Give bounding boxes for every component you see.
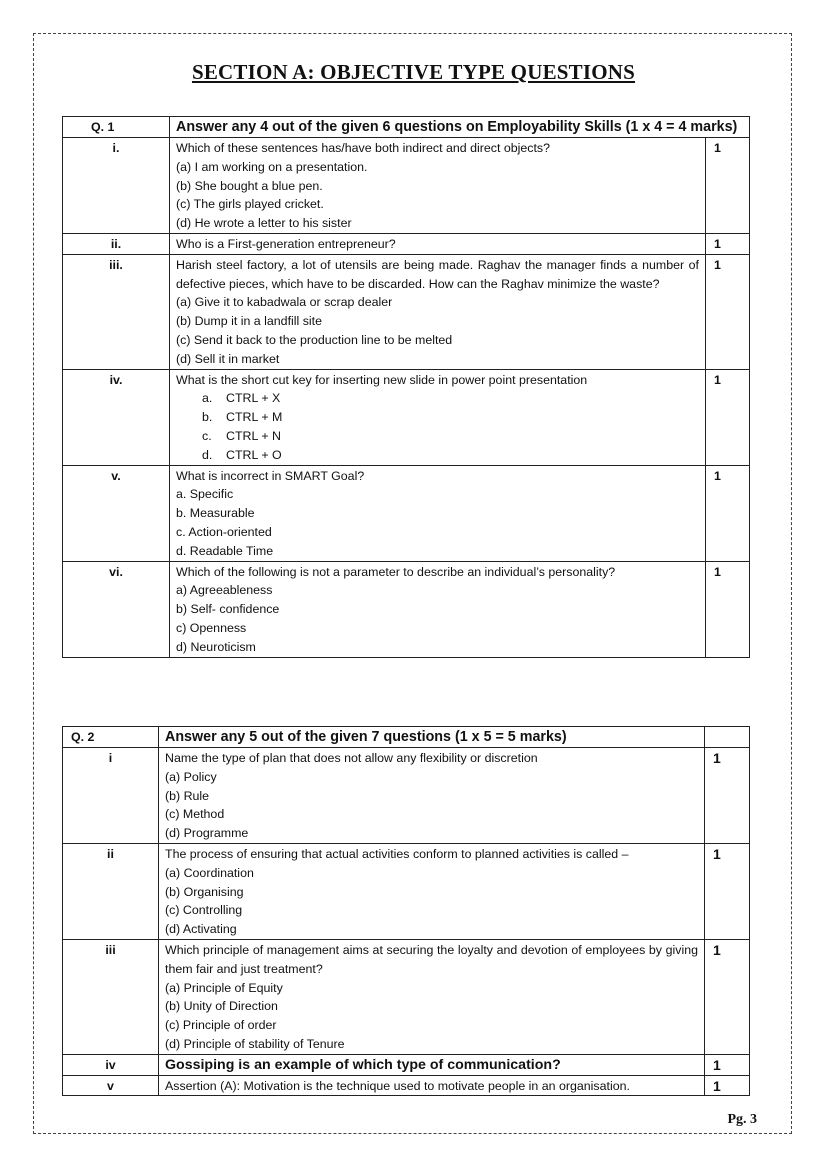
q1-header-row [63, 117, 750, 138]
option: (c) Send it back to the production line to be melted [176, 332, 453, 347]
marks: 1 [705, 748, 750, 844]
marks: 1 [706, 254, 750, 369]
option-letter: a. [202, 391, 213, 406]
option-text: CTRL + X [226, 391, 281, 406]
question-number: iii [63, 939, 159, 1054]
table-row [63, 233, 750, 254]
marks: 1 [706, 369, 750, 465]
option: d) Neuroticism [176, 639, 256, 654]
option: (d) Activating [165, 922, 237, 937]
table-row [63, 748, 750, 844]
option: (a) Policy [165, 769, 217, 784]
option: (b) Organising [165, 884, 244, 899]
option-text: CTRL + N [226, 428, 281, 443]
table-row [63, 843, 750, 939]
table-row [63, 138, 750, 234]
option [176, 408, 699, 427]
question-number: ii [63, 843, 159, 939]
question-cell [170, 138, 706, 234]
option: (a) Coordination [165, 865, 254, 880]
table-row [63, 254, 750, 369]
marks: 1 [705, 939, 750, 1054]
question-text: What is the short cut key for inserting new slide in power point presentation [176, 372, 588, 387]
q2-heading: Answer any 5 out of the given 7 questions (1 x 5 = 5 marks) [159, 727, 705, 748]
option [176, 427, 699, 446]
question-number: v [63, 1075, 159, 1096]
question-number: iv [63, 1054, 159, 1075]
q2-label: Q. 2 [63, 727, 159, 748]
question-text: Which of the following is not a parameter to describe an individual’s personality? [176, 564, 616, 579]
page-number: Pg. 3 [727, 1112, 757, 1127]
marks: 1 [706, 561, 750, 657]
question-text: The process of ensuring that actual activities conform to planned activities is called – [165, 846, 629, 861]
question-number: ii. [63, 233, 170, 254]
question-cell [170, 233, 706, 254]
option: (c) Controlling [165, 903, 243, 918]
question-cell [170, 465, 706, 561]
option: (b) Rule [165, 788, 210, 803]
question-text: Harish steel factory, a lot of utensils are being made. Raghav the manager finds a number of defective pieces, which have to be discarded. How can the Raghav minimize the waste? [176, 257, 699, 291]
question-text: Name the type of plan that does not allow any flexibility or discretion [165, 751, 538, 765]
option: (c) The girls played cricket. [176, 197, 324, 212]
option: (d) Principle of stability of Tenure [165, 1036, 345, 1051]
table-row [63, 465, 750, 561]
question-number: iii. [63, 254, 170, 369]
question-cell [170, 561, 706, 657]
marks: 1 [705, 1054, 750, 1075]
marks: 1 [706, 233, 750, 254]
option: (d) He wrote a letter to his sister [176, 216, 352, 231]
question-text: Which principle of management aims at securing the loyalty and devotion of employees by giving them fair and just treatment? [165, 942, 698, 976]
option: (a) Principle of Equity [165, 980, 283, 995]
question-text: What is incorrect in SMART Goal? [176, 468, 365, 483]
question-number: iv. [63, 369, 170, 465]
question-cell [159, 748, 705, 844]
option: (c) Method [165, 807, 225, 822]
option: d. Readable Time [176, 543, 274, 558]
marks: 1 [705, 1075, 750, 1096]
option [176, 389, 699, 408]
question-text: Which of these sentences has/have both indirect and direct objects? [176, 141, 551, 155]
table-row [63, 1075, 750, 1096]
question-number: v. [63, 465, 170, 561]
table-row [63, 939, 750, 1054]
option-letter: b. [202, 410, 213, 425]
question-text: Assertion (A): Motivation is the technique used to motivate people in an organisation. [159, 1075, 705, 1096]
option: c. Action-oriented [176, 524, 272, 539]
option: b. Measurable [176, 506, 255, 521]
table-row [63, 369, 750, 465]
question-cell [170, 254, 706, 369]
option: (b) Unity of Direction [165, 999, 278, 1014]
option-letter: c. [202, 428, 212, 443]
q1-table [62, 116, 750, 658]
option-text: CTRL + M [226, 410, 283, 425]
option: a. Specific [176, 487, 234, 502]
option: b) Self- confidence [176, 602, 280, 617]
option-text: CTRL + O [226, 447, 282, 462]
q2-table [62, 726, 750, 1096]
option: (c) Principle of order [165, 1018, 277, 1033]
question-number: i. [63, 138, 170, 234]
marks: 1 [705, 843, 750, 939]
question-cell [159, 843, 705, 939]
option: (a) Give it to kabadwala or scrap dealer [176, 295, 393, 310]
option: (a) I am working on a presentation. [176, 159, 368, 174]
q2-header-row [63, 727, 750, 748]
option-letter: d. [202, 447, 213, 462]
question-number: i [63, 748, 159, 844]
question-cell [170, 369, 706, 465]
question-text: Gossiping is an example of which type of communication? [159, 1054, 705, 1075]
q1-heading: Answer any 4 out of the given 6 questions on Employability Skills (1 x 4 = 4 marks) [170, 117, 750, 138]
option: (d) Programme [165, 826, 249, 841]
marks: 1 [706, 138, 750, 234]
option: (b) Dump it in a landfill site [176, 314, 322, 329]
option: c) Openness [176, 620, 247, 635]
marks: 1 [706, 465, 750, 561]
section-title: SECTION A: OBJECTIVE TYPE QUESTIONS [191, 60, 636, 84]
empty-cell [705, 727, 750, 748]
option: a) Agreeableness [176, 583, 273, 598]
option: (d) Sell it in market [176, 351, 280, 366]
table-row [63, 1054, 750, 1075]
q1-label: Q. 1 [63, 117, 170, 138]
question-cell [159, 939, 705, 1054]
option: (b) She bought a blue pen. [176, 178, 323, 193]
option [176, 446, 699, 465]
table-row [63, 561, 750, 657]
question-text: Who is a First-generation entrepreneur? [176, 236, 396, 251]
question-number: vi. [63, 561, 170, 657]
